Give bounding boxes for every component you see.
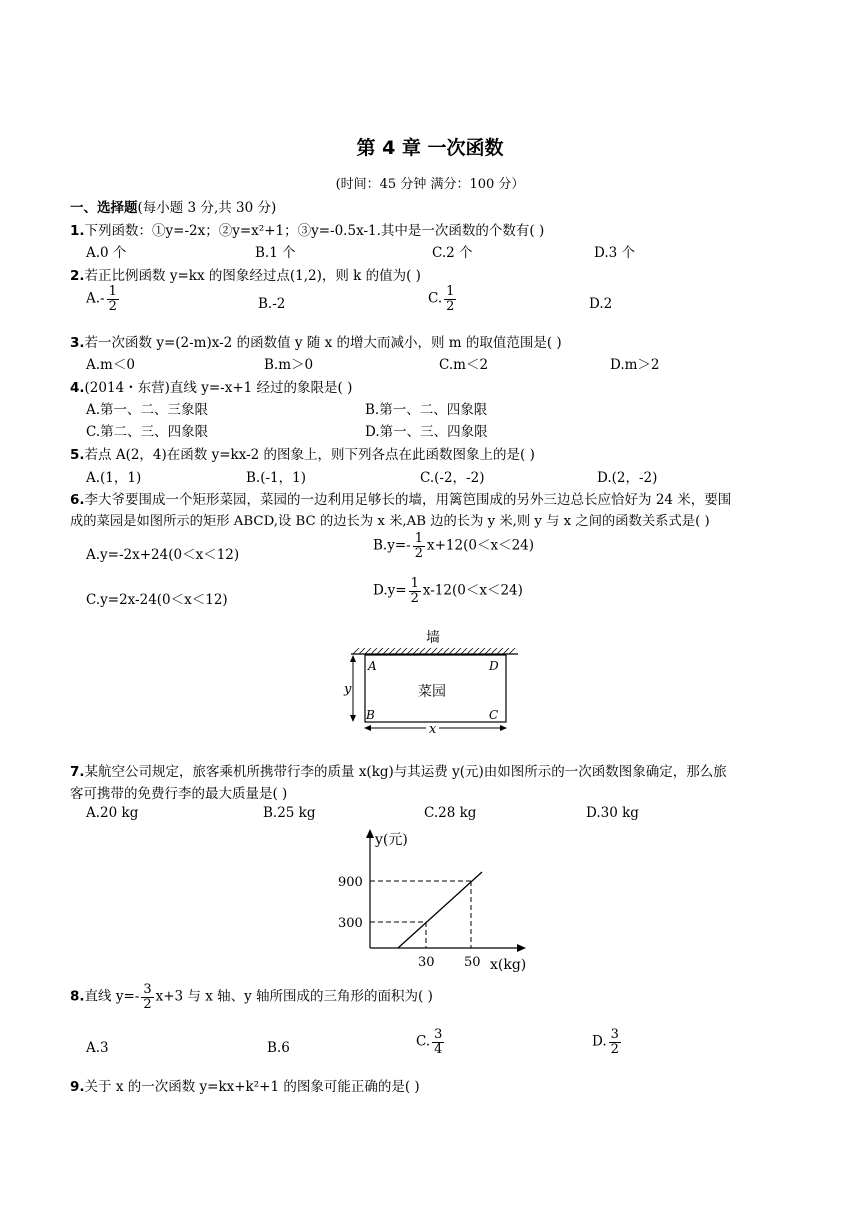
baggage-fee-graph [330, 826, 540, 976]
question-number: 6. [70, 492, 85, 508]
x-axis-label: x(kg) [490, 957, 527, 973]
x-tick-30: 30 [418, 955, 435, 970]
question-text: 若点 A(2，4)在函数 y=kx-2 的图象上，则下列各点在此函数图象上的是( ) [84, 447, 535, 463]
question-3 [70, 331, 562, 351]
fraction-denominator: 2 [410, 590, 419, 606]
y-tick-300: 300 [338, 916, 363, 931]
vertex-a: A [368, 659, 377, 673]
option-a[interactable]: A.第一、二、三象限 [86, 402, 209, 418]
option-d[interactable]: D.m＞2 [610, 357, 660, 373]
option-c[interactable]: C.y=2x-24(0＜x＜12) [86, 592, 228, 608]
wall-label: 墙 [426, 630, 440, 646]
option-b[interactable]: B.25 kg [263, 805, 316, 821]
option-prefix: D.y= [373, 582, 407, 599]
option-c[interactable] [428, 285, 458, 313]
option-c[interactable]: C.第二、三、四象限 [86, 424, 209, 440]
option-d[interactable]: D.(2，-2) [597, 470, 658, 486]
option-b[interactable]: B.-2 [258, 296, 286, 312]
question-text: 关于 x 的一次函数 y=kx+k²+1 的图象可能正确的是( ) [84, 1079, 420, 1095]
fraction-numerator: 3 [434, 1027, 443, 1042]
vertex-d: D [489, 659, 499, 673]
question-8 [70, 983, 433, 1011]
option-d[interactable]: D.30 kg [586, 805, 639, 821]
fraction [432, 1028, 444, 1056]
option-a[interactable]: A.3 [86, 1040, 109, 1056]
question-2 [70, 264, 421, 284]
fraction-numerator: 1 [410, 576, 419, 591]
y-axis-label: y(元) [375, 832, 408, 848]
question-text: 李大爷要围成一个矩形菜园，菜园的一边利用足够长的墙，用篱笆围成的另外三边总长应恰好为 24 米，要围 [84, 492, 732, 508]
wall-hatching [353, 648, 515, 654]
fraction-denominator: 2 [610, 1041, 619, 1057]
question-text: 某航空公司规定，旅客乘机所携带行李的质量 x(kg)与其运费 y(元)由如图所示的一次函数图象确定，那么旅 [84, 764, 727, 780]
option-b[interactable]: B.m＞0 [264, 357, 314, 373]
question-4 [70, 376, 352, 396]
option-a[interactable]: A.20 kg [86, 805, 139, 821]
option-prefix: C. [428, 290, 443, 307]
option-b[interactable]: B.1 个 [255, 245, 296, 261]
option-c[interactable]: C.28 kg [424, 805, 477, 821]
fraction-denominator: 4 [434, 1041, 443, 1057]
question-number: 2. [70, 268, 85, 284]
question-text: 直线 y=- [84, 988, 140, 1005]
option-d[interactable] [373, 577, 523, 605]
fraction-numerator: 1 [108, 284, 117, 299]
option-d[interactable] [592, 1028, 623, 1056]
y-axis-arrow [366, 829, 374, 838]
option-b[interactable] [373, 532, 534, 560]
option-prefix: B.y=- [373, 537, 411, 554]
fraction-numerator: 1 [414, 531, 423, 546]
option-prefix: D. [592, 1033, 607, 1050]
x-arrow-left [364, 725, 371, 731]
question-7 [70, 760, 727, 780]
section-heading [70, 196, 276, 216]
fraction [609, 1028, 621, 1056]
option-c[interactable] [416, 1028, 446, 1056]
option-b[interactable]: B.(-1，1) [246, 470, 306, 486]
fraction-denominator: 2 [446, 298, 455, 314]
fraction [413, 532, 425, 560]
question-9 [70, 1075, 420, 1095]
x-arrow-right [500, 725, 507, 731]
y-dimension-label: y [344, 682, 352, 697]
question-text: (2014・东营)直线 y=-x+1 经过的象限是( ) [84, 380, 353, 396]
option-prefix: A.- [86, 290, 105, 307]
fraction-denominator: 2 [108, 298, 117, 314]
vertex-b: B [366, 708, 375, 722]
garden-label: 菜园 [418, 684, 446, 700]
question-number: 3. [70, 335, 85, 351]
question-number: 7. [70, 764, 85, 780]
fraction-denominator: 2 [143, 996, 152, 1012]
fraction [107, 285, 119, 313]
y-arrow-bottom [350, 715, 356, 722]
section-note: (每小题 3 分,共 30 分) [137, 200, 277, 216]
option-d[interactable]: D.3 个 [594, 245, 636, 261]
option-d[interactable]: D.第一、三、四象限 [365, 424, 488, 440]
option-suffix: x-12(0＜x＜24) [422, 582, 523, 599]
question-text: 若正比例函数 y=kx 的图象经过点(1,2)，则 k 的值为( ) [84, 268, 421, 284]
option-b[interactable]: B.6 [267, 1040, 290, 1056]
x-axis-arrow [517, 944, 526, 952]
option-a[interactable]: A.0 个 [86, 245, 127, 261]
option-prefix: C. [416, 1033, 431, 1050]
question-number: 8. [70, 988, 85, 1005]
vertex-c: C [489, 708, 499, 722]
question-text: 若一次函数 y=(2-m)x-2 的函数值 y 随 x 的增大而减小，则 m 的取值范围是( ) [84, 335, 562, 351]
option-b[interactable]: B.第一、二、四象限 [365, 402, 488, 418]
question-text: 下列函数：①y=-2x；②y=x²+1；③y=-0.5x-1.其中是一次函数的个数有( ) [84, 223, 545, 239]
fraction-denominator: 2 [414, 545, 423, 561]
x-dimension-label: x [429, 722, 437, 737]
garden-figure [340, 625, 525, 740]
option-d[interactable]: D.2 [589, 296, 613, 312]
question-text-continued: x+3 与 x 轴、y 轴所围成的三角形的面积为( ) [155, 988, 433, 1005]
fraction-numerator: 3 [610, 1027, 619, 1042]
option-a[interactable] [86, 285, 121, 313]
option-c[interactable]: C.m＜2 [439, 357, 489, 373]
question-5 [70, 443, 535, 463]
option-a[interactable]: A.m＜0 [86, 357, 135, 373]
question-7-continued: 客可携带的免费行李的最大质量是( ) [70, 786, 288, 802]
y-tick-900: 900 [338, 875, 363, 890]
fraction [444, 285, 456, 313]
question-6 [70, 488, 731, 508]
option-c[interactable]: C.2 个 [432, 245, 473, 261]
fraction [409, 577, 421, 605]
question-1 [70, 219, 544, 239]
y-arrow-top [350, 655, 356, 662]
option-a[interactable]: A.(1，1) [86, 470, 142, 486]
page-subtitle: (时间：45 分钟 满分：100 分） [335, 177, 525, 192]
fraction-numerator: 3 [143, 982, 152, 997]
fee-line [398, 872, 482, 948]
question-number: 5. [70, 447, 85, 463]
question-number: 4. [70, 380, 85, 396]
option-c[interactable]: C.(-2，-2) [420, 470, 485, 486]
fraction-numerator: 1 [446, 284, 455, 299]
option-suffix: x+12(0＜x＜24) [427, 537, 535, 554]
section-label: 一、选择题 [70, 200, 138, 216]
question-6-continued: 成的菜园是如图所示的矩形 ABCD,设 BC 的边长为 x 米,AB 边的长为 y 米,则 y 与 x 之间的函数关系式是( ) [70, 514, 710, 529]
question-number: 9. [70, 1079, 85, 1095]
option-a[interactable]: A.y=-2x+24(0＜x＜12) [86, 547, 240, 563]
x-tick-50: 50 [464, 955, 481, 970]
question-number: 1. [70, 223, 85, 239]
page-title: 第 4 章 一次函数 [356, 137, 504, 159]
fraction [141, 983, 153, 1011]
